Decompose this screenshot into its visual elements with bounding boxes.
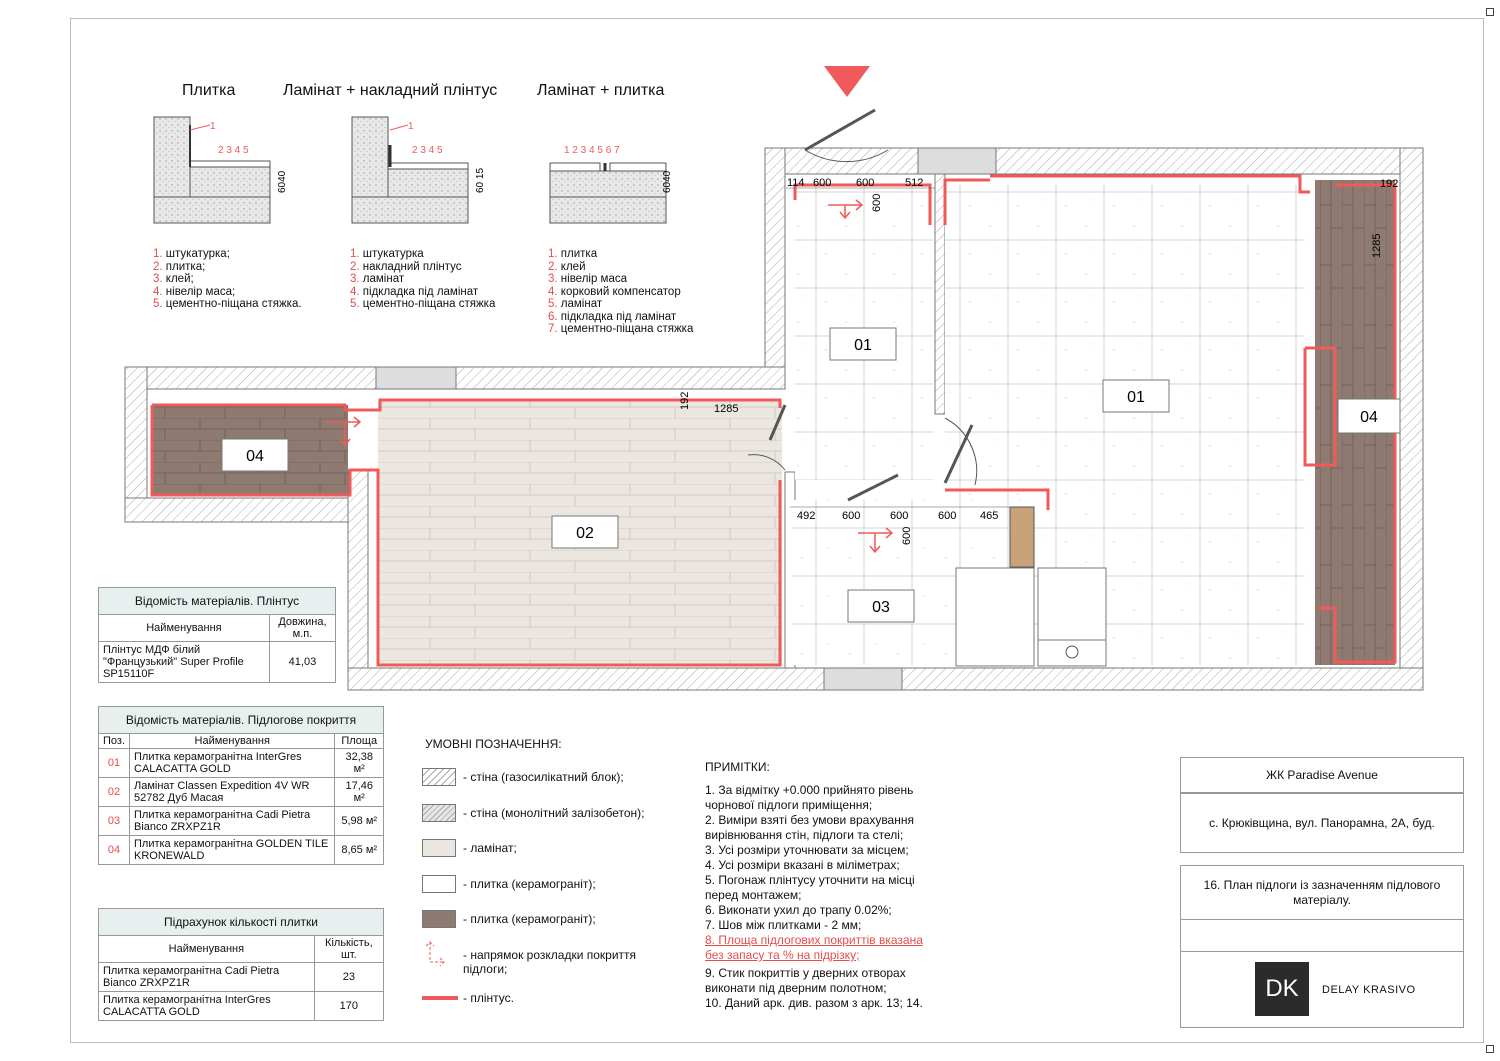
project-name: ЖК Paradise Avenue	[1180, 757, 1464, 793]
dim: 600	[901, 526, 913, 545]
key-label: - плінтус.	[463, 991, 514, 1005]
dim: 192	[1380, 178, 1399, 190]
key-label: - ламінат;	[463, 841, 517, 855]
cell: Плитка керамогранітна InterGres CALACATTA GOLD	[99, 992, 315, 1021]
cell: 01	[99, 749, 130, 778]
table-row	[99, 963, 384, 992]
note-line: 1. За відмітку +0.000 прийнято рівень	[705, 783, 914, 797]
section-1-label-1: 1	[210, 121, 216, 132]
cell: Плитка керамогранітна GOLDEN TILE KRONEWALD	[130, 836, 335, 865]
cell: 170	[314, 992, 383, 1021]
room-04-label: 04	[1360, 409, 1378, 426]
key-swatch-block-wall	[422, 768, 456, 786]
col-header: Найменування	[99, 936, 315, 963]
key-swatch-wood-tile	[422, 910, 456, 928]
key-swatch-tile	[422, 875, 456, 893]
dim: 600	[856, 177, 875, 189]
col-header: Поз.	[99, 734, 130, 749]
dim: 192	[679, 391, 691, 410]
wood-shelf	[1010, 507, 1034, 567]
note-line: 7. Шов між плитками - 2 мм;	[705, 918, 862, 932]
note-line: чорнової підлоги приміщення;	[705, 798, 873, 812]
dim: 492	[797, 510, 816, 522]
entrance-marker-icon	[824, 66, 870, 97]
note-line: 6. Виконати ухил до трапу 0.02%;	[705, 903, 892, 917]
section-2-label-1: 1	[408, 121, 414, 132]
dim: 600	[813, 177, 832, 189]
legend-laminate-item: 1. штукатурка	[350, 248, 424, 260]
title-block-spacer	[1180, 920, 1464, 952]
cell: 32,38 м²	[335, 749, 384, 778]
dim: 114	[787, 177, 805, 189]
legend-tile-item: 3. клей;	[153, 273, 194, 285]
cell: 03	[99, 807, 130, 836]
table-row	[99, 836, 384, 865]
dim: 465	[980, 510, 999, 522]
legend-tile-item: 2. плитка;	[153, 260, 206, 273]
legend-lt-item: 6. підкладка під ламінат	[548, 310, 677, 323]
section-2-numbers: 2 3 4 5	[412, 145, 443, 156]
note-line: виконати під дверним полотном;	[705, 981, 887, 995]
col-header: Довжина, м.п.	[269, 615, 335, 642]
section-title-laminate-tile: Ламінат + плитка	[537, 82, 665, 99]
dim: 1285	[714, 403, 739, 415]
note-line: 9. Стик покриттів у дверних отворах	[705, 966, 906, 980]
cell: 02	[99, 778, 130, 807]
key-title: УМОВНІ ПОЗНАЧЕННЯ:	[425, 737, 562, 751]
skirting-table	[98, 587, 336, 683]
table-caption: Відомість матеріалів. Плінтус	[99, 588, 336, 615]
bath-fixture	[956, 568, 1034, 666]
table-row	[99, 807, 384, 836]
legend-laminate-item: 5. цементно-піщана стяжка	[350, 298, 496, 310]
note-line: 4. Усі розміри вказані в міліметрах;	[705, 858, 900, 872]
table-caption: Відомість матеріалів. Підлогове покриття	[99, 707, 384, 734]
cell: Плитка керамогранітна Cadi Pietra Bianco ZRXPZ1R	[130, 807, 335, 836]
cabinet	[1038, 568, 1106, 640]
studio-name: DELAY KRASIVO	[1322, 984, 1416, 996]
key-swatch-laminate	[422, 839, 456, 857]
section-3-dim: 6040	[662, 170, 673, 193]
tile-count-table	[98, 908, 384, 1021]
note-line: 2. Виміри взяті без умови врахування	[705, 813, 914, 827]
dim: 600	[938, 510, 957, 522]
legend-lt-item: 7. цементно-піщана стяжка	[548, 323, 694, 335]
sheet-title: 16. План підлоги із зазначенням підлового матеріалу.	[1180, 865, 1464, 920]
corner-mark	[1486, 1045, 1494, 1053]
col-header: Кількість, шт.	[314, 936, 383, 963]
dim: 600	[842, 510, 861, 522]
dim: 512	[905, 177, 924, 189]
key-label: - стіна (газосилікатний блок);	[463, 770, 624, 784]
table-row	[99, 992, 384, 1021]
cell: 04	[99, 836, 130, 865]
col-header: Найменування	[99, 615, 270, 642]
table-row	[99, 749, 384, 778]
legend-lt-item: 1. плитка	[548, 248, 598, 260]
col-header: Площа	[335, 734, 384, 749]
legend-tile-item: 4. нівелір маса;	[153, 285, 236, 298]
section-title-laminate-skirting: Ламінат + накладний плінтус	[283, 82, 498, 99]
table-caption: Підрахунок кількості плитки	[99, 909, 384, 936]
room-01-label: 01	[854, 337, 872, 354]
dim: 600	[890, 510, 909, 522]
legend-laminate-item: 4. підкладка під ламінат	[350, 285, 479, 298]
note-line: перед монтажем;	[705, 888, 802, 902]
note-line: вирівнювання стін, підлоги та стелі;	[705, 828, 904, 842]
section-title-tile: Плитка	[182, 82, 236, 99]
note-line: 10. Даний арк. див. разом з арк. 13; 14.	[705, 996, 923, 1010]
section-1-dim: 6040	[277, 170, 288, 193]
note-line: 5. Погонаж плінтусу уточнити на місці	[705, 873, 915, 887]
dim: 1285	[1371, 233, 1383, 258]
note-line-highlight: без запасу та % на підрізку;	[705, 948, 860, 962]
room-01-label: 01	[1127, 389, 1145, 406]
section-1-numbers: 2 3 4 5	[218, 145, 249, 156]
room-04-label: 04	[246, 448, 264, 465]
key-swatch-concrete-wall	[422, 804, 456, 822]
project-address: с. Крюківщина, вул. Панорамна, 2А, буд.	[1180, 793, 1464, 853]
notes-list	[705, 783, 923, 1011]
legend-lt-item: 3. нівелір маса	[548, 273, 628, 285]
key-label: - плитка (керамограніт);	[463, 877, 596, 891]
floor-materials-table	[98, 706, 384, 865]
legend-lt-item: 2. клей	[548, 260, 586, 273]
cell: 17,46 м²	[335, 778, 384, 807]
cell: Плитка керамогранітна Cadi Pietra Bianco ZRXPZ1R	[99, 963, 315, 992]
cell: Ламінат Classen Expedition 4V WR 52782 Дуб Масая	[130, 778, 335, 807]
dim: 600	[871, 193, 883, 212]
legend-laminate-item: 2. накладний плінтус	[350, 260, 462, 273]
col-header: Найменування	[130, 734, 335, 749]
legend-lt-item: 4. корковий компенсатор	[548, 285, 681, 298]
legend-lt-item: 5. ламінат	[548, 298, 603, 310]
legend-tile-item: 5. цементно-піщана стяжка.	[153, 298, 302, 310]
cell: Плінтус МДФ білий "Французький" Super Profile SP15110F	[99, 642, 270, 683]
note-line: 3. Усі розміри уточнювати за місцем;	[705, 843, 909, 857]
direction-arrow-icon	[424, 940, 448, 970]
legend-laminate-item: 3. ламінат	[350, 273, 405, 285]
room-02-label: 02	[576, 525, 594, 542]
key-label: - стіна (монолітний залізобетон);	[463, 806, 645, 820]
cell: 8,65 м²	[335, 836, 384, 865]
cell: 41,03	[269, 642, 335, 683]
table-row	[99, 642, 336, 683]
section-2-dim: 60 15	[475, 167, 486, 193]
cell: Плитка керамогранітна InterGres CALACATTA GOLD	[130, 749, 335, 778]
room-03-label: 03	[872, 599, 890, 616]
cell: 23	[314, 963, 383, 992]
section-3-numbers: 1 2 3 4 5 6 7	[564, 145, 620, 156]
notes-title: ПРИМІТКИ:	[705, 760, 770, 774]
key-label: - напрямок розкладки покриття підлоги;	[463, 948, 637, 976]
studio-logo: DK	[1255, 962, 1309, 1016]
cell: 5,98 м²	[335, 807, 384, 836]
note-line-highlight: 8. Площа підлогових покриттів вказана	[705, 933, 923, 947]
key-swatch-skirting	[422, 996, 458, 1000]
table-row	[99, 778, 384, 807]
legend-tile-item: 1. штукатурка;	[153, 248, 230, 260]
key-label: - плитка (керамограніт);	[463, 912, 596, 926]
